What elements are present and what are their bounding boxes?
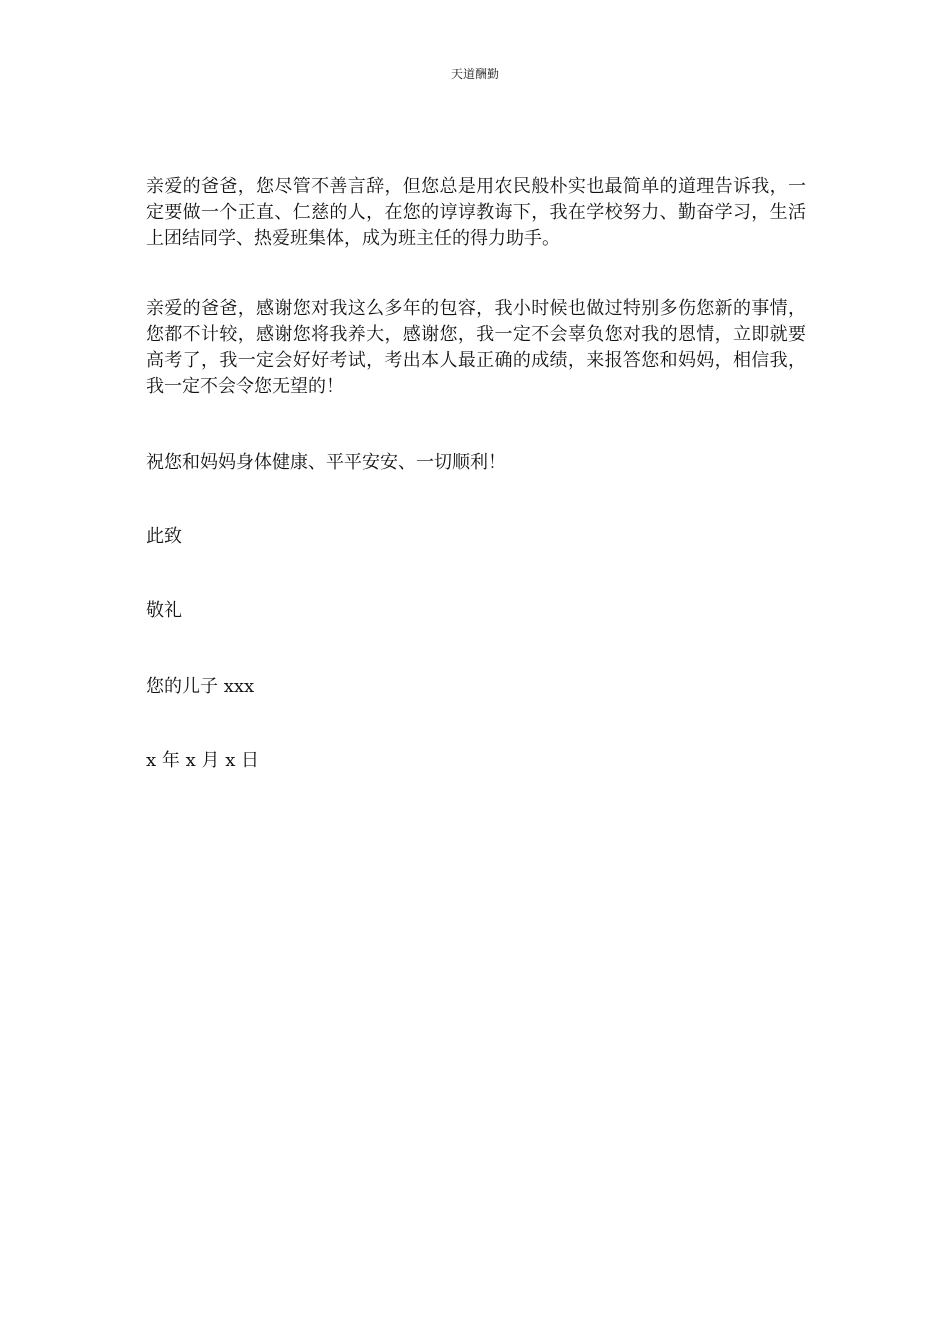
letter-date: x 年 x 月 x 日 bbox=[146, 750, 260, 771]
page-header: 天道酬勤 bbox=[450, 67, 499, 81]
letter-wishes: 祝您和妈妈身体健康、平平安安、一切顺利！ bbox=[146, 452, 506, 473]
letter-paragraph: 亲爱的爸爸，您尽管不善言辞，但您总是用农民般朴实也最简单的道理告诉我，一定要做一个正直、仁慈的人，在您的谆谆教诲下，我在学校努力、勤奋学习，生活上团结同学、热爱班集体，成为班主任的得力助手。 bbox=[146, 176, 806, 249]
signature: 您的儿子 xxx bbox=[146, 676, 255, 697]
closing-respect: 敬礼 bbox=[146, 600, 182, 621]
closing-salutation: 此致 bbox=[146, 526, 182, 547]
letter-paragraph: 亲爱的爸爸，感谢您对我这么多年的包容，我小时候也做过特别多伤您新的事情，您都不计较，感谢您将我养大，感谢您，我一定不会辜负您对我的恩情，立即就要高考了，我一定会好好考试，考出本人最正确的成绩，来报答您和妈妈，相信我，我一定不会令您无望的！ bbox=[146, 298, 806, 397]
letter-body bbox=[146, 174, 806, 774]
